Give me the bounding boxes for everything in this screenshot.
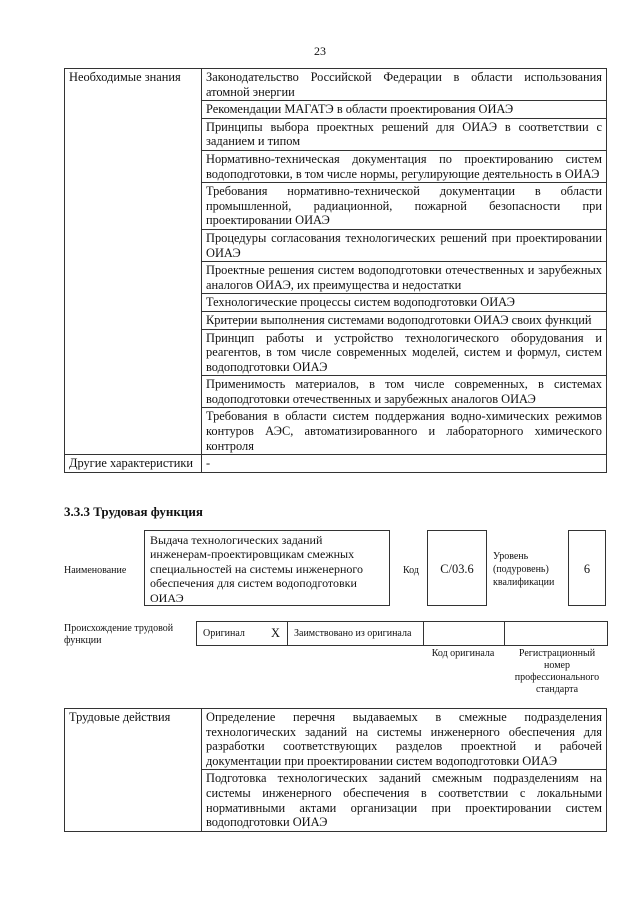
original-label: Оригинал (203, 628, 245, 639)
level-label: Уровень (подуровень) квалификации (493, 551, 555, 588)
code-label: Код (403, 565, 419, 576)
page-number: 23 (314, 44, 326, 58)
knowledge-item: Применимость материалов, в том числе современных, в системах водоподготовки отечественных и зарубежных аналогов ОИАЭ (202, 376, 607, 408)
knowledge-item: Принцип работы и устройство технологического оборудования и реагентов, в том числе современных моделей, систем и формул, систем водоподготовки ОИАЭ (202, 329, 607, 376)
action-item: Подготовка технологических заданий смежным подразделениям на системы инженерного обеспечения в соответствии с локальными нормативными актами организации при проектировании систем водоподготовки ОИАЭ (202, 770, 607, 831)
code-original-label: Код оригинала (431, 648, 495, 659)
original-cell (196, 621, 288, 646)
knowledge-item: Критерии выполнения системами водоподготовки ОИАЭ своих функций (202, 311, 607, 329)
original-code-cell (423, 621, 505, 646)
other-value: - (202, 455, 607, 473)
actions-table (64, 708, 607, 832)
function-code-box: C/03.6 (427, 530, 487, 606)
origin-row (196, 621, 608, 646)
knowledge-item: Нормативно-техническая документация по проектированию систем водоподготовки, в том числе нормы, регулирующие деятельность в ОИАЭ (202, 150, 607, 182)
knowledge-item: Рекомендации МАГАТЭ в области проектирования ОИАЭ (202, 101, 607, 119)
original-mark: X (271, 626, 280, 640)
actions-table-body (65, 709, 607, 832)
qualification-level-box: 6 (568, 530, 606, 606)
knowledge-item: Технологические процессы систем водоподготовки ОИАЭ (202, 294, 607, 312)
action-row (65, 709, 607, 770)
borrowed-cell: Заимствовано из оригинала (287, 621, 424, 646)
knowledge-table (64, 68, 607, 473)
action-item: Определение перечня выдаваемых в смежные подразделения технологических заданий на системы инженерного обеспечения для разработки соответствующих разделов проектной и рабочей документации при проектировании систем водоподготовки ОИАЭ (202, 709, 607, 770)
knowledge-item: Требования нормативно-технической документации в области промышленной, радиационной, пожарной безопасности при проектировании ОИАЭ (202, 183, 607, 230)
reg-number-label: Регистрационный номер профессионального стандарта (514, 648, 600, 695)
function-name-box: Выдача технологических заданий инженерам-проектировщикам смежных специальностей на системы инженерного обеспечения для систем водоподготовки ОИАЭ (144, 530, 390, 606)
reg-number-cell (504, 621, 608, 646)
knowledge-item: Законодательство Российской Федерации в области использования атомной энергии (202, 69, 607, 101)
origin-label: Происхождение трудовой функции (64, 623, 174, 646)
knowledge-item: Проектные решения систем водоподготовки отечественных и зарубежных аналогов ОИАЭ, их преимущества и недостатки (202, 262, 607, 294)
other-row (65, 455, 607, 473)
knowledge-row (65, 69, 607, 101)
knowledge-item: Процедуры согласования технологических решений при проектировании ОИАЭ (202, 229, 607, 261)
actions-label: Трудовые действия (65, 709, 202, 832)
knowledge-item: Требования в области систем поддержания водно-химических режимов контуров АЭС, автоматизированного и лабораторного химического контроля (202, 408, 607, 455)
knowledge-table-body (65, 69, 607, 473)
other-label: Другие характеристики (65, 455, 202, 473)
knowledge-item: Принципы выбора проектных решений для ОИАЭ в соответствии с заданием и типом (202, 118, 607, 150)
knowledge-label: Необходимые знания (65, 69, 202, 455)
name-label: Наименование (64, 565, 127, 576)
section-title: 3.3.3 Трудовая функция (64, 504, 203, 519)
